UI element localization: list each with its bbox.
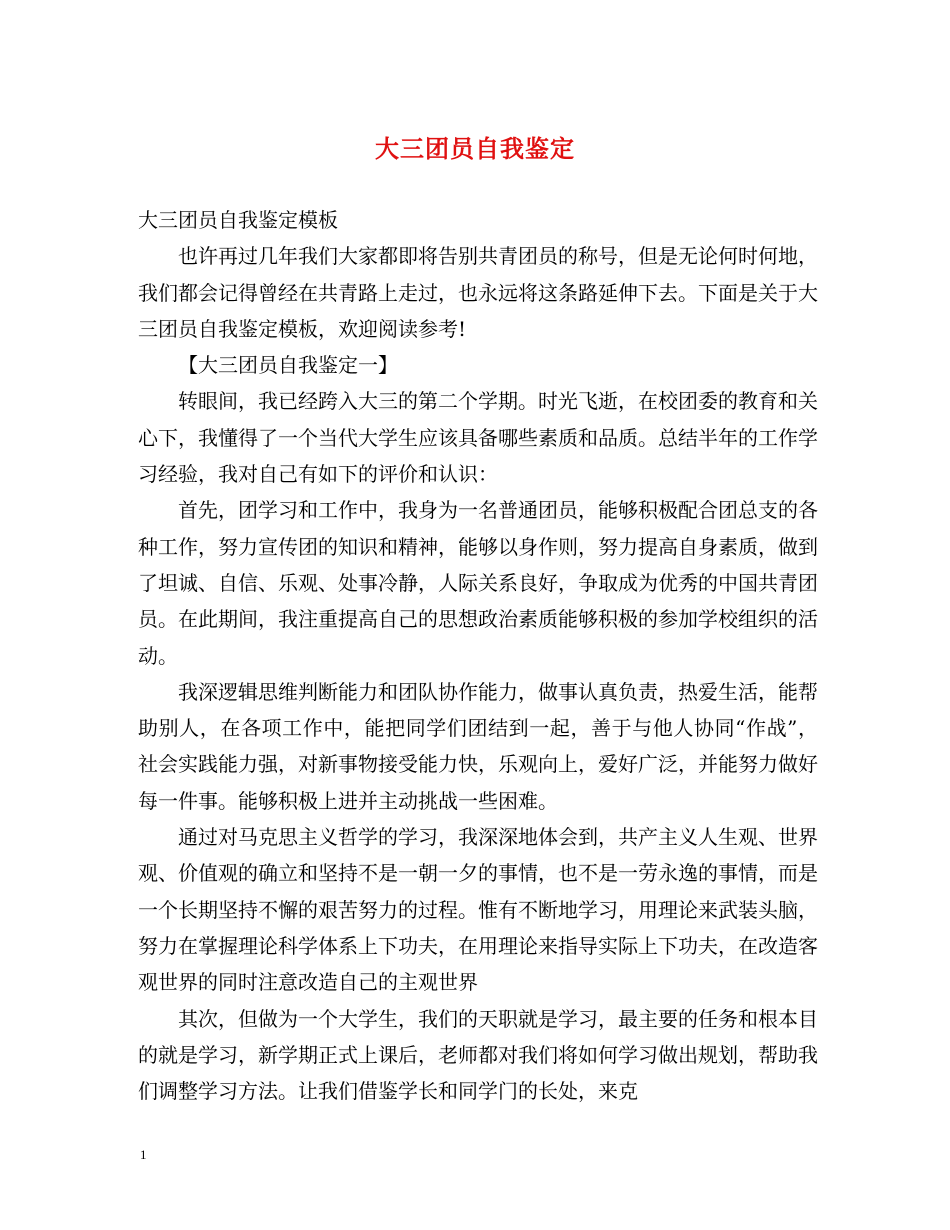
paragraph: 其次，但做为一个大学生，我们的天职就是学习，最主要的任务和根本目的就是学习，新学期正式上课后，老师都对我们将如何学习做出规划，帮助我们调整学习方法。让我们借鉴学长和同学门的长处，来克 xyxy=(138,1006,818,1104)
document-body xyxy=(138,202,818,1109)
paragraph: 我深逻辑思维判断能力和团队协作能力，做事认真负责，热爱生活，能帮助别人，在各项工作中，能把同学们团结到一起，善于与他人协同“作战”，社会实践能力强，对新事物接受能力快，乐观向上，爱好广泛，并能努力做好每一件事。能够积极上进并主动挑战一些困难。 xyxy=(138,679,818,813)
document-title: 大三团员自我鉴定 xyxy=(375,134,575,163)
document-subtitle: 大三团员自我鉴定模板 xyxy=(138,208,338,232)
page-number: 1 xyxy=(140,1147,147,1162)
paragraph: 首先，团学习和工作中，我身为一名普通团员，能够积极配合团总支的各种工作，努力宣传团的知识和精神，能够以身作则，努力提高自身素质，做到了坦诚、自信、乐观、处事冷静，人际关系良好，争取成为优秀的中国共青团员。在此期间，我注重提高自己的思想政治素质能够积极的参加学校组织的活动。 xyxy=(138,498,818,668)
paragraph-intro: 也许再过几年我们大家都即将告别共青团员的称号，但是无论何时何地，我们都会记得曾经在共青路上走过，也永远将这条路延伸下去。下面是关于大三团员自我鉴定模板，欢迎阅读参考! xyxy=(138,244,818,341)
paragraph: 通过对马克思主义哲学的学习，我深深地体会到，共产主义人生观、世界观、价值观的确立和坚持不是一朝一夕的事情，也不是一劳永逸的事情，而是一个长期坚持不懈的艰苦努力的过程。惟有不断地学习，用理论来武装头脑，努力在掌握理论科学体系上下功夫，在用理论来指导实际上下功夫，在改造客观世界的同时注意改造自己的主观世界 xyxy=(138,825,818,995)
section-heading: 【大三团员自我鉴定一】 xyxy=(178,353,398,378)
paragraph: 转眼间，我已经跨入大三的第二个学期。时光飞逝，在校团委的教育和关心下，我懂得了一个当代大学生应该具备哪些素质和品质。总结半年的工作学习经验，我对自己有如下的评价和认识： xyxy=(138,389,818,487)
